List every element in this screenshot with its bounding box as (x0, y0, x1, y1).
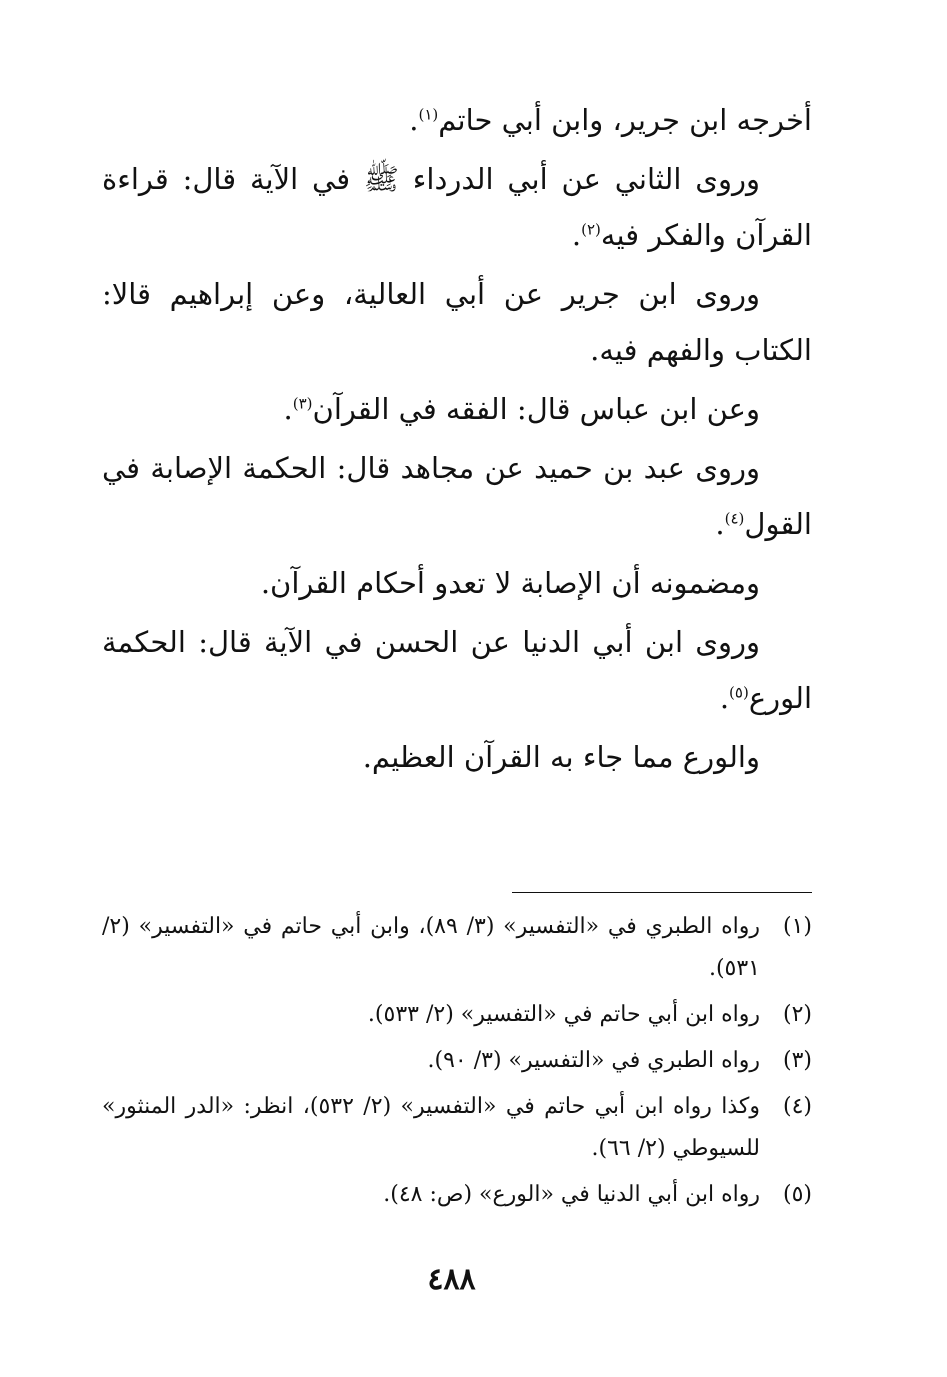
paragraph-end: . (571, 218, 582, 252)
footnote-4 (102, 1086, 812, 1170)
paragraph-1 (102, 92, 812, 148)
footnote-separator (512, 892, 812, 893)
paragraph-text: وروى عبد بن حميد عن مجاهد قال: الحكمة الإصابة في القول (102, 451, 812, 541)
paragraph-end: . (283, 392, 293, 426)
paragraph-end: . (719, 681, 730, 715)
footnote-text: رواه الطبري في «التفسير» (٣/ ٩٠). (427, 1048, 760, 1073)
footnote-5 (102, 1174, 812, 1216)
paragraph-3 (102, 266, 812, 378)
paragraph-text: وروى ابن جرير عن أبي العالية، وعن إبراهيم قالا: الكتاب والفهم فيه. (102, 277, 812, 367)
paragraph-text: ومضمونه أن الإصابة لا تعدو أحكام القرآن. (260, 566, 760, 600)
footnote-ref-3: (٣) (292, 394, 313, 413)
footnote-number: (٣) (782, 1048, 812, 1073)
footnote-text: رواه ابن أبي الدنيا في «الورع» (ص: ٤٨). (383, 1182, 760, 1207)
paragraph-end: . (715, 507, 725, 541)
paragraph-8 (102, 729, 812, 785)
paragraph-7 (102, 614, 812, 726)
paragraph-6 (102, 555, 812, 611)
footnote-number: (٥) (782, 1182, 812, 1207)
paragraph-text: أخرجه ابن جرير، وابن أبي حاتم (438, 103, 812, 137)
paragraph-text: وعن ابن عباس قال: الفقه في القرآن (312, 392, 760, 426)
footnotes (102, 906, 812, 1220)
footnote-number: (٤) (782, 1094, 812, 1119)
paragraph-end: . (409, 103, 419, 137)
page-number: ٤٨٨ (427, 1262, 476, 1297)
footnote-text: رواه ابن أبي حاتم في «التفسير» (٢/ ٥٣٣). (367, 1002, 760, 1027)
paragraph-text: وروى ابن أبي الدنيا عن الحسن في الآية قال: الحكمة الورع (102, 625, 812, 715)
paragraph-4 (102, 381, 812, 437)
footnote-1 (102, 906, 812, 990)
footnote-2 (102, 994, 812, 1036)
paragraph-text: والورع مما جاء به القرآن العظيم. (362, 740, 760, 774)
footnote-text: رواه الطبري في «التفسير» (٣/ ٨٩)، وابن أبي حاتم في «التفسير» (٢/ ٥٣١). (102, 914, 761, 981)
footnote-number: (١) (782, 914, 812, 939)
footnote-ref-2: (٢) (581, 220, 601, 239)
footnote-ref-5: (٥) (729, 683, 749, 702)
main-text (102, 92, 812, 788)
footnote-text: وكذا رواه ابن أبي حاتم في «التفسير» (٢/ ٥٣٢)، انظر: «الدر المنثور» للسيوطي (٢/ ٦٦). (102, 1094, 761, 1161)
paragraph-text: وروى الثاني عن أبي الدرداء ﷺ في الآية قال: قراءة القرآن والفكر فيه (102, 162, 812, 252)
footnote-number: (٢) (782, 1002, 812, 1027)
footnote-ref-1: (١) (418, 105, 439, 124)
footnote-ref-4: (٤) (724, 509, 745, 528)
paragraph-2 (102, 151, 812, 263)
footnote-3 (102, 1040, 812, 1082)
paragraph-5 (102, 440, 812, 552)
